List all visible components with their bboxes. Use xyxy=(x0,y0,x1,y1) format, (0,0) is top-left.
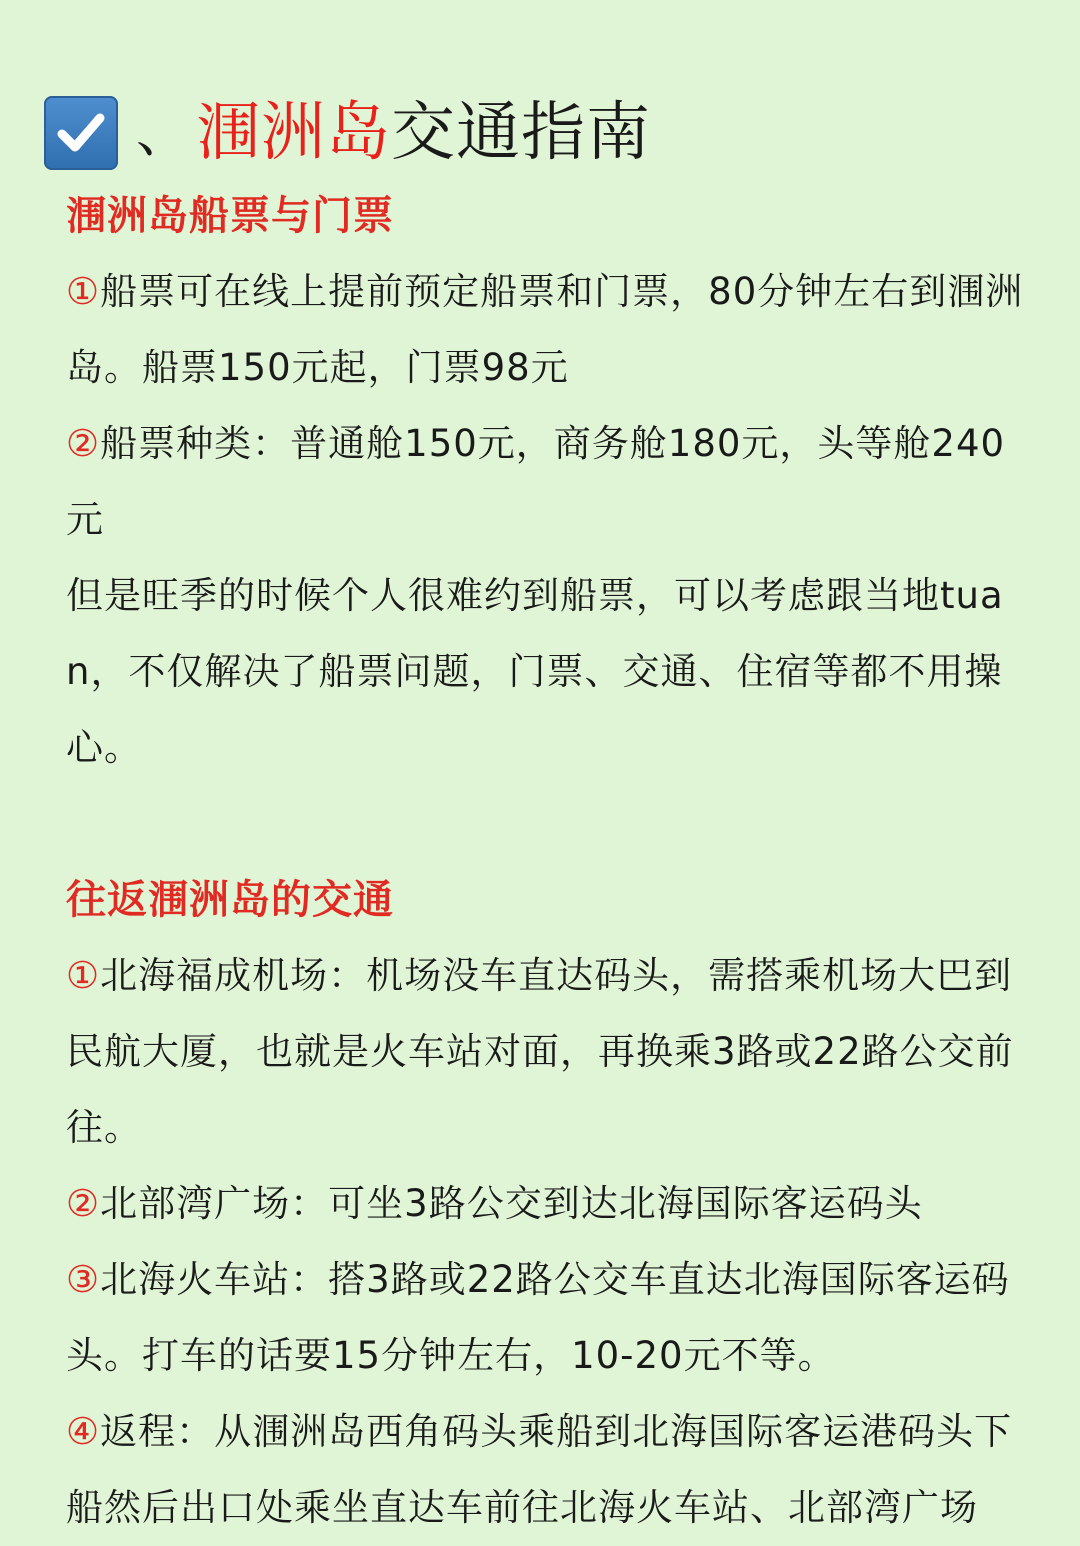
page-title xyxy=(44,88,1040,178)
item-number: ① xyxy=(66,954,101,997)
transport-item-2 xyxy=(66,1166,1040,1242)
item-text: 北部湾广场：可坐3路公交到达北海国际客运码头 xyxy=(100,1182,923,1225)
ticket-item-1 xyxy=(66,254,1040,406)
title-topic: 交通指南 xyxy=(391,96,651,170)
title-separator: 、 xyxy=(136,101,190,164)
ticket-note: 但是旺季的时候个人很难约到船票，可以考虑跟当地tuan，不仅解决了船票问题，门票、交通、住宿等都不用操心。 xyxy=(66,574,1004,769)
transport-item-3 xyxy=(66,1242,1040,1394)
item-text: 返程：从涠洲岛西角码头乘船到北海国际客运港码头下船然后出口处乘坐直达车前往北海火车站、北部湾广场 xyxy=(66,1410,1013,1529)
transport-item-1 xyxy=(66,938,1040,1166)
title-place-name: 涠洲岛 xyxy=(196,96,391,170)
ticket-item-2 xyxy=(66,406,1040,558)
checkbox-checked-icon xyxy=(44,96,118,170)
item-text: 北海福成机场：机场没车直达码头，需搭乘机场大巴到民航大厦，也就是火车站对面，再换乘3路或22路公交前往。 xyxy=(66,954,1014,1149)
item-number: ② xyxy=(66,422,101,465)
item-text: 船票可在线上提前预定船票和门票，80分钟左右到涠洲岛。船票150元起，门票98元 xyxy=(66,270,1024,389)
section-heading-transport: 往返涠洲岛的交通 xyxy=(66,877,394,923)
item-number: ① xyxy=(66,270,101,313)
section-heading-tickets: 涠洲岛船票与门票 xyxy=(66,193,394,239)
item-number: ③ xyxy=(66,1258,101,1301)
section-spacer xyxy=(66,786,1040,862)
transport-item-4 xyxy=(66,1394,1040,1546)
item-number: ② xyxy=(66,1182,101,1225)
item-text: 北海火车站：搭3路或22路公交车直达北海国际客运码头。打车的话要15分钟左右，10-20元不等。 xyxy=(66,1258,1010,1377)
item-number: ④ xyxy=(66,1410,101,1453)
item-text: 船票种类：普通舱150元，商务舱180元，头等舱240元 xyxy=(66,422,1006,541)
